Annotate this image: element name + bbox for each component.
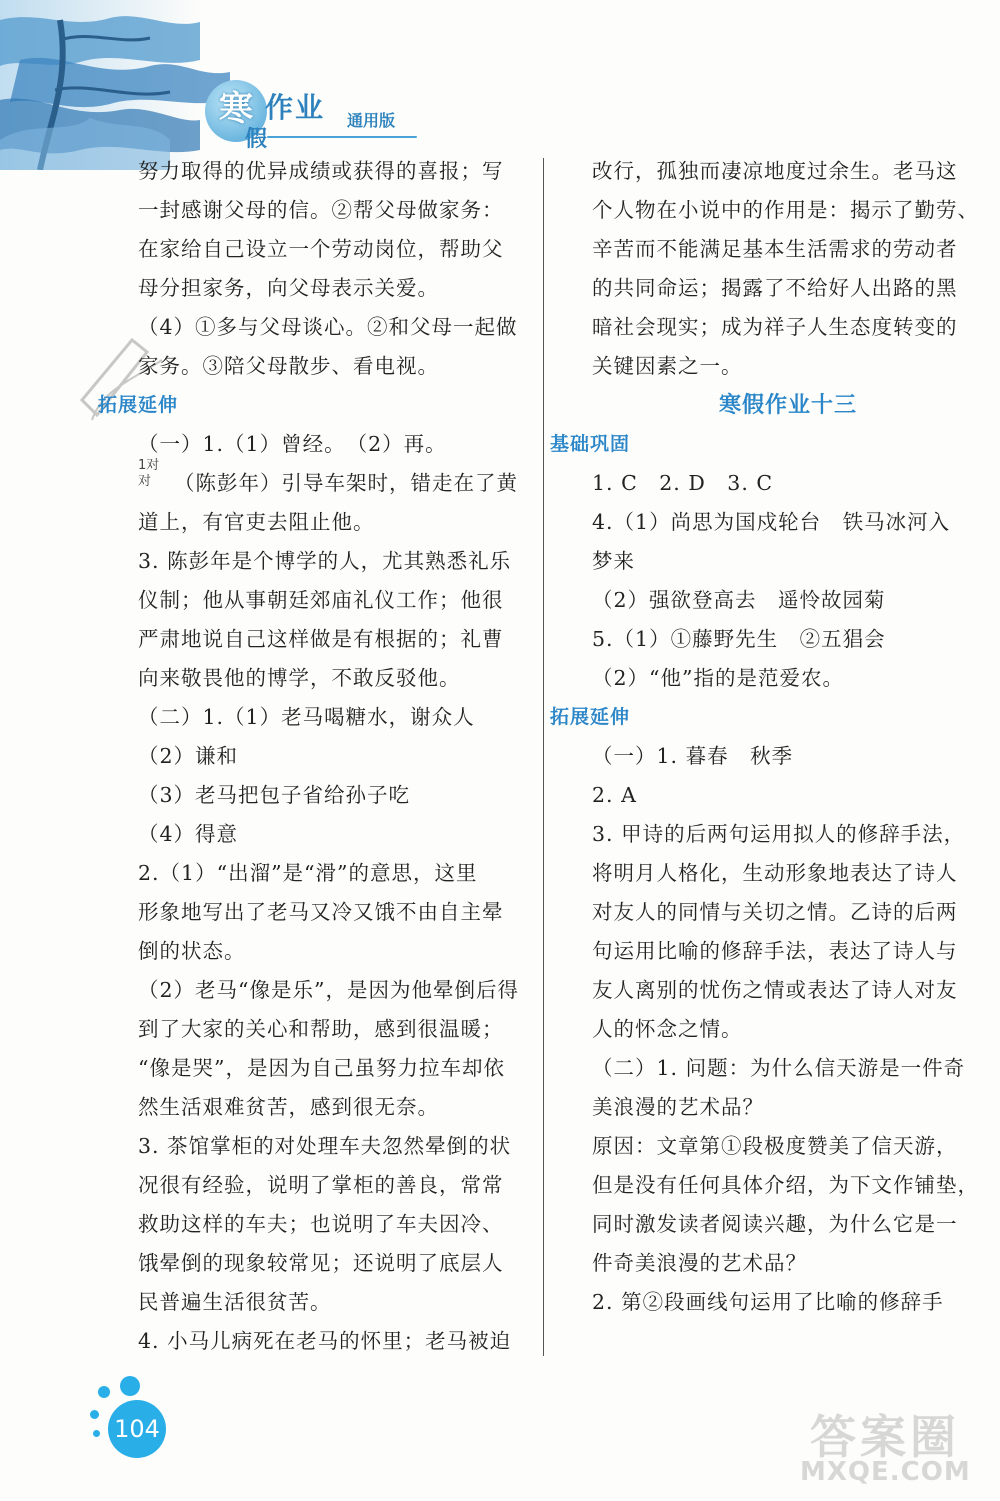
- text-line: 4. 小马儿病死在老马的怀里；老马被迫: [138, 1329, 512, 1353]
- logo-small-char: 假: [245, 127, 268, 152]
- watermark-bottom: MXQE.COM: [800, 1457, 971, 1487]
- text-line: 4.（1）尚思为国戍轮台 铁马冰河入: [592, 510, 951, 534]
- text-line: 改行，孤独而凄凉地度过余生。老马这: [592, 159, 958, 183]
- text-line: （一）1. 暮春 秋季: [592, 744, 794, 768]
- text-line: 件奇美浪漫的艺术品？: [592, 1251, 807, 1275]
- text-line: （二）1.（1）老马喝糖水，谢众人: [138, 705, 475, 729]
- text-line: 人的怀念之情。: [592, 1017, 743, 1041]
- watermark-top: 答案圈: [810, 1410, 960, 1464]
- section-heading-basic: 基础巩固: [550, 433, 631, 455]
- text-line: 3. 陈彭年是个博学的人，尤其熟悉礼乐: [138, 549, 512, 573]
- text-line: （2）老马“像是乐”，是因为他晕倒后得: [138, 978, 520, 1002]
- book-logo: [205, 80, 435, 150]
- text-line: （3）老马把包子省给孙子吃: [138, 783, 411, 807]
- text-line: 况很有经验，说明了掌柜的善良，常常: [138, 1173, 504, 1197]
- logo-underline: [267, 136, 417, 138]
- text-line: 友人离别的忧伤之情或表达了诗人对友: [592, 978, 958, 1002]
- decor-dot: [98, 1386, 110, 1398]
- section-heading-extend: 拓展延伸: [98, 394, 179, 416]
- text-line: 3. 茶馆掌柜的对处理车夫忽然晕倒的状: [138, 1134, 512, 1158]
- text-line: 严肃地说自己这样做是有根据的；礼曹: [138, 627, 504, 651]
- right-column: [550, 152, 984, 1322]
- text-line: 家务。③陪父母散步、看电视。: [138, 354, 439, 378]
- text-line: （一）1.（1）曾经。 （2）再。: [138, 432, 447, 456]
- page-number-badge: [90, 1370, 180, 1460]
- margin-mark-1: 1对: [138, 458, 160, 473]
- text-line: 原因：文章第①段极度赞美了信天游，: [592, 1134, 958, 1158]
- text-line: 努力取得的优异成绩或获得的喜报；写: [138, 159, 504, 183]
- column-divider: [543, 158, 544, 1356]
- text-line: 的共同命运；揭露了不给好人出路的黑: [592, 276, 958, 300]
- text-line: 2.（1）“出溜”是“滑”的意思，这里: [138, 861, 478, 885]
- text-line: 道上，有官吏去阻止他。: [138, 510, 375, 534]
- left-column: [98, 152, 532, 1361]
- decor-dot: [93, 1430, 100, 1437]
- text-line: 个人物在小说中的作用是：揭示了勤劳、: [592, 198, 979, 222]
- text-line: （2）“他”指的是范爱农。: [592, 666, 845, 690]
- text-line: 民普遍生活很贫苦。: [138, 1290, 332, 1314]
- logo-big-char: 寒: [205, 80, 267, 142]
- text-line: 形象地写出了老马又冷又饿不由自主晕: [138, 900, 504, 924]
- text-line: 倒的状态。: [138, 939, 246, 963]
- text-line: 对友人的同情与关切之情。乙诗的后两: [592, 900, 958, 924]
- logo-edition: 通用版: [347, 111, 396, 130]
- text-line: （陈彭年）引导车架时，错走在了黄: [174, 471, 518, 495]
- text-line: 到了大家的关心和帮助，感到很温暖；: [138, 1017, 504, 1041]
- text-line: 3. 甲诗的后两句运用拟人的修辞手法，: [592, 822, 966, 846]
- logo-title: 作业: [265, 91, 326, 124]
- text-line: 救助这样的车夫；也说明了车夫因冷、: [138, 1212, 504, 1236]
- margin-mark-2: 对: [138, 474, 152, 489]
- text-line: 2. A: [592, 783, 637, 807]
- text-line: 一封感谢父母的信。②帮父母做家务：: [138, 198, 504, 222]
- text-line: 在家给自己设立一个劳动岗位，帮助父: [138, 237, 504, 261]
- text-line: 向来敬畏他的博学，不敢反驳他。: [138, 666, 461, 690]
- text-line: 梦来: [592, 549, 635, 573]
- text-line: （二）1. 问题：为什么信天游是一件奇: [592, 1056, 966, 1080]
- text-line: 暗社会现实；成为祥子人生态度转变的: [592, 315, 958, 339]
- text-line: 将明月人格化，生动形象地表达了诗人: [592, 861, 958, 885]
- text-line: 1. C 2. D 3. C: [592, 471, 774, 495]
- decor-dot: [90, 1410, 99, 1419]
- assignment-title: 寒假作业十三: [718, 393, 857, 418]
- text-line: “像是哭”，是因为自己虽努力拉车却依: [138, 1056, 505, 1080]
- text-line: 母分担家务，向父母表示关爱。: [138, 276, 439, 300]
- section-heading-extend: 拓展延伸: [550, 706, 631, 728]
- decor-dot: [120, 1376, 140, 1396]
- text-line: （4）①多与父母谈心。②和父母一起做: [138, 315, 518, 339]
- text-line: 美浪漫的艺术品？: [592, 1095, 764, 1119]
- text-line: 然生活艰难贫苦，感到很无奈。: [138, 1095, 439, 1119]
- text-line: 句运用比喻的修辞手法，表达了诗人与: [592, 939, 958, 963]
- text-line: 5.（1）①藤野先生 ②五猖会: [592, 627, 886, 651]
- page-number: 104: [108, 1400, 166, 1458]
- text-line: （2）谦和: [138, 744, 239, 768]
- text-line: （4）得意: [138, 822, 239, 846]
- text-line: 同时激发读者阅读兴趣，为什么它是一: [592, 1212, 958, 1236]
- text-line: 辛苦而不能满足基本生活需求的劳动者: [592, 237, 958, 261]
- text-line: 2. 第②段画线句运用了比喻的修辞手: [592, 1290, 944, 1314]
- text-line: （2）强欲登高去 遥怜故园菊: [592, 588, 886, 612]
- text-line: 但是没有任何具体介绍，为下文作铺垫，: [592, 1173, 979, 1197]
- text-line: 仪制；他从事朝廷郊庙礼仪工作；他很: [138, 588, 504, 612]
- site-watermark: [790, 1401, 990, 1493]
- text-line: 关键因素之一。: [592, 354, 743, 378]
- text-line: 饿晕倒的现象较常见；还说明了底层人: [138, 1251, 504, 1275]
